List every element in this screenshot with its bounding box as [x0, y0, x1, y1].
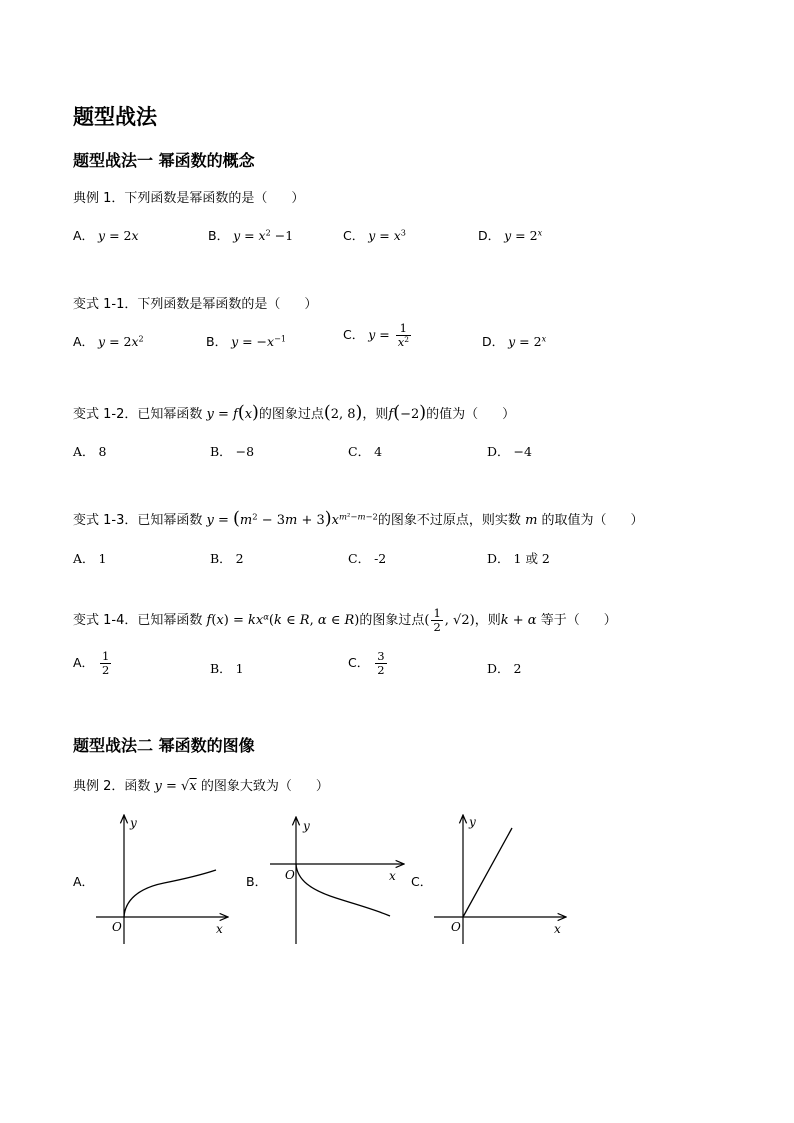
graph-a-curve	[124, 870, 216, 917]
variant-1-4-stem: 变式 1-4．已知幂函数 $f(x) = kx^\alpha(k$ ∈ R, α ∈ R)的图象过点( $\frac{1}{2}$ , √2)，则k + α 等于（ ）	[73, 606, 617, 635]
v12-option-a[interactable]: A． 8	[73, 444, 107, 459]
v14-option-d[interactable]: D． 2	[487, 661, 522, 676]
graph-c-line	[463, 828, 512, 917]
question-2-stem: 典例 2．函数 y = √x 的图象大致为（ ）	[73, 779, 329, 794]
graph-b-origin: O	[285, 868, 295, 882]
graph-c-y-label: y	[469, 815, 476, 829]
v13-option-b[interactable]: B． 2	[210, 551, 244, 566]
q1-option-b[interactable]: B． $y = x^2 -1$	[208, 227, 294, 243]
v11-option-c[interactable]: C． y = $\frac{1}{x^2}$	[343, 321, 409, 350]
graph-a[interactable]	[94, 810, 234, 950]
graph-b-y-label: y	[303, 819, 310, 833]
question-1-stem: 典例 1．下列函数是幂函数的是（ ）	[73, 191, 305, 206]
graph-b-x-label: x	[389, 869, 396, 883]
graph-c-x-label: x	[554, 922, 561, 936]
q1-option-a[interactable]: A． y = 2x	[73, 228, 139, 243]
v14-option-c[interactable]: C． $\frac{3}{2}$	[348, 649, 385, 678]
variant-1-2-stem: 变式 1-2．已知幂函数 y = f(x)的图象过点(2, 8)，则f(−2)的值为（ ）	[73, 403, 516, 423]
graph-b[interactable]	[266, 810, 411, 950]
v14-option-b[interactable]: B． 1	[210, 661, 244, 676]
graph-b-curve	[296, 864, 390, 916]
graph-c[interactable]	[432, 810, 572, 950]
v11-option-b[interactable]: B． $y = -x^{-1}$	[206, 333, 287, 349]
graph-c-origin: O	[451, 920, 461, 934]
variant-1-1-stem: 变式 1-1．下列函数是幂函数的是（ ）	[73, 297, 318, 312]
v12-option-d[interactable]: D． −4	[487, 444, 532, 459]
q1-option-c[interactable]: C． $y = x^3$	[343, 227, 406, 243]
q1-option-d[interactable]: D． $y = 2^x$	[478, 227, 543, 243]
v11-option-a[interactable]: A． $y = 2x^2$	[73, 333, 144, 349]
variant-1-3-stem: 变式 1-3．已知幂函数 $y = (m^2 - 3m + 3)x^{m^2-m-2}$的图象不过原点，则实数 m 的取值为（ ）	[73, 509, 644, 529]
v14-option-a[interactable]: A． $\frac{1}{2}$	[73, 649, 110, 678]
graph-a-label[interactable]: A．	[73, 874, 95, 889]
v13-option-d[interactable]: D． 1 或 2	[487, 551, 550, 566]
v13-option-c[interactable]: C． -2	[348, 551, 387, 566]
section-heading-2: 题型战法二 幂函数的图像	[73, 736, 255, 755]
v11-option-d[interactable]: D． $y = 2^x$	[482, 333, 547, 349]
v12-option-c[interactable]: C． 4	[348, 444, 383, 459]
graph-a-x-label: x	[216, 922, 223, 936]
v12-option-b[interactable]: B． −8	[210, 444, 255, 459]
page-title: 题型战法	[73, 105, 157, 129]
graph-b-label[interactable]: B．	[246, 874, 268, 889]
graph-a-y-label: y	[130, 816, 137, 830]
section-heading-1: 题型战法一 幂函数的概念	[73, 151, 255, 170]
v13-option-a[interactable]: A． 1	[73, 551, 107, 566]
graph-c-label[interactable]: C．	[411, 874, 433, 889]
graph-a-origin: O	[112, 920, 122, 934]
